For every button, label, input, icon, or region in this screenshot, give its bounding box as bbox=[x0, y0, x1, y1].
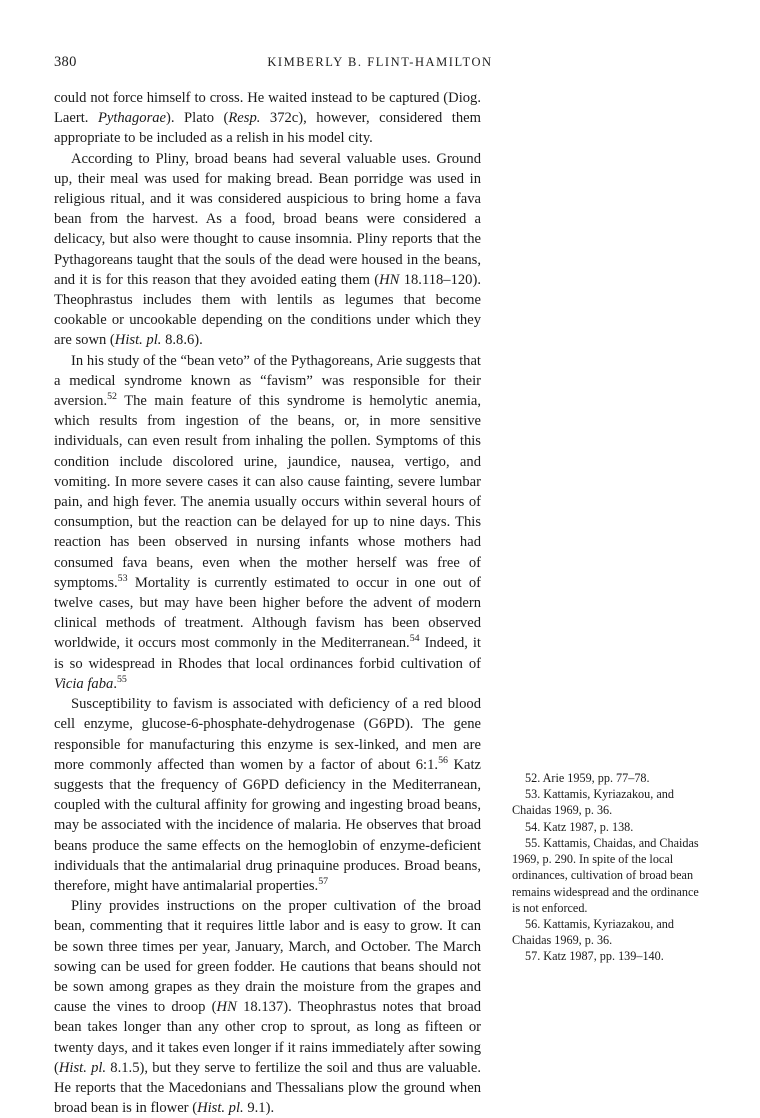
footnote-item: 56. Kattamis, Kyriazakou, and Chaidas 1969, p. 36. bbox=[512, 916, 674, 948]
footnote-item: 54. Katz 1987, p. 138. bbox=[525, 819, 634, 834]
footnote-item: 55. Kattamis, Chaidas, and Chaidas 1969, p. 290. In spite of the local ordinances, cultivation of broad bean remains widespread and the ordinance is not enforced. bbox=[512, 835, 699, 915]
footnote-block bbox=[512, 770, 708, 965]
footnote-item: 53. Kattamis, Kyriazakou, and Chaidas 1969, p. 36. bbox=[512, 787, 674, 818]
body-paragraph: According to Pliny, broad beans had several valuable uses. Ground up, their meal was used for making bread. Bean porridge was used in religious ritual, and it was considered auspicious to bring home a fava bean from the harvest. As a food, broad beans were considered a delicacy, but also were thought to cause insomnia. Pliny reports that the Pythagoreans taught that the souls of the dead were housed in the beans, and it is for this reason that they avoided eating them (HN 18.118–120). Theophrastus includes them with lentils as legumes that become cookable or uncookable depending on the conditions under which they are sown (Hist. pl. 8.8.6). bbox=[54, 150, 481, 349]
body-paragraph: Pliny provides instructions on the proper cultivation of the broad bean, commenting that it requires little labor and is easy to grow. It can be sown three times per year, January, March, and October. The March sowing can be used for green fodder. He cautions that beans should not be sown among grapes as they drain the moisture from the grapes and cause the vines to droop (HN 18.137). Theophrastus notes that broad bean takes longer than any other crop to sprout, as long as fifteen or twenty days, and it takes even longer if it rains immediately after sowing (Hist. pl. 8.1.5), but they serve to fertilize the soil and thus are valuable. He reports that the Macedonians and Thessalians plow the ground when broad bean is in flower (Hist. pl. 9.1). bbox=[54, 898, 481, 1117]
body-paragraph: In his study of the “bean veto” of the Pythagoreans, Arie suggests that a medical syndrome known as “favism” was responsible for their aversion.$^{52}$ The main feature of this syndrome is hemolytic anemia, which results from ingestion of the beans, or, in more sensitive individuals, can even result from inhaling the pollen. Symptoms of this condition include discolored urine, jaundice, nausea, vertigo, and vomiting. In more severe cases it can also cause fainting, severe lumbar pain, and high fever. The anemia usually occurs within several hours of consumption, but the reaction can be delayed for up to nine days. This reaction has been observed in nursing infants whose mothers had consumed fava beans, even when the mother herself was free of symptoms.$^{53}$ Mortality is currently estimated to occur in one out of twelve cases, but may have been higher before the advent of modern clinical methods of treatment. Although favism has been observed worldwide, it occurs most commonly in the Mediterranean.$^{54}$ Indeed, it is so widespread in Rhodes that local ordinances forbid cultivation of Vicia faba.$^{55}$ bbox=[54, 352, 481, 692]
body-text-column bbox=[54, 88, 481, 1118]
running-head bbox=[54, 54, 706, 72]
running-head-title: KIMBERLY B. FLINT-HAMILTON bbox=[267, 55, 493, 69]
footnote-item: 52. Arie 1959, pp. 77–78. bbox=[525, 771, 650, 785]
page-number: 380 bbox=[54, 54, 77, 70]
body-paragraph: Susceptibility to favism is associated with deficiency of a red blood cell enzyme, glucose-6-phosphate-dehydrogenase (G6PD). The gene responsible for manufacturing this enzyme is sex-linked, and men are more commonly affected than women by a factor of about 6:1.56 Katz suggests that the frequency of G6PD deficiency in the Mediterranean, coupled with the cultural affinity for growing and ingesting broad beans, may be associated with the incidence of malaria. He observes that broad beans produce the same effects on the hemoglobin of enzyme-deficient individuals that the antimalarial drug prinaquine produces. Broad beans, therefore, might have antimalarial properties.$^{57}$ bbox=[54, 696, 482, 894]
body-paragraph: could not force himself to cross. He waited instead to be captured (Diog. Laert. Pythagorae). Plato (Resp. 372c), however, considered them appropriate to be included as a relish in his model city. bbox=[54, 90, 481, 147]
footnote-item: 57. Katz 1987, pp. 139–140. bbox=[525, 949, 664, 964]
